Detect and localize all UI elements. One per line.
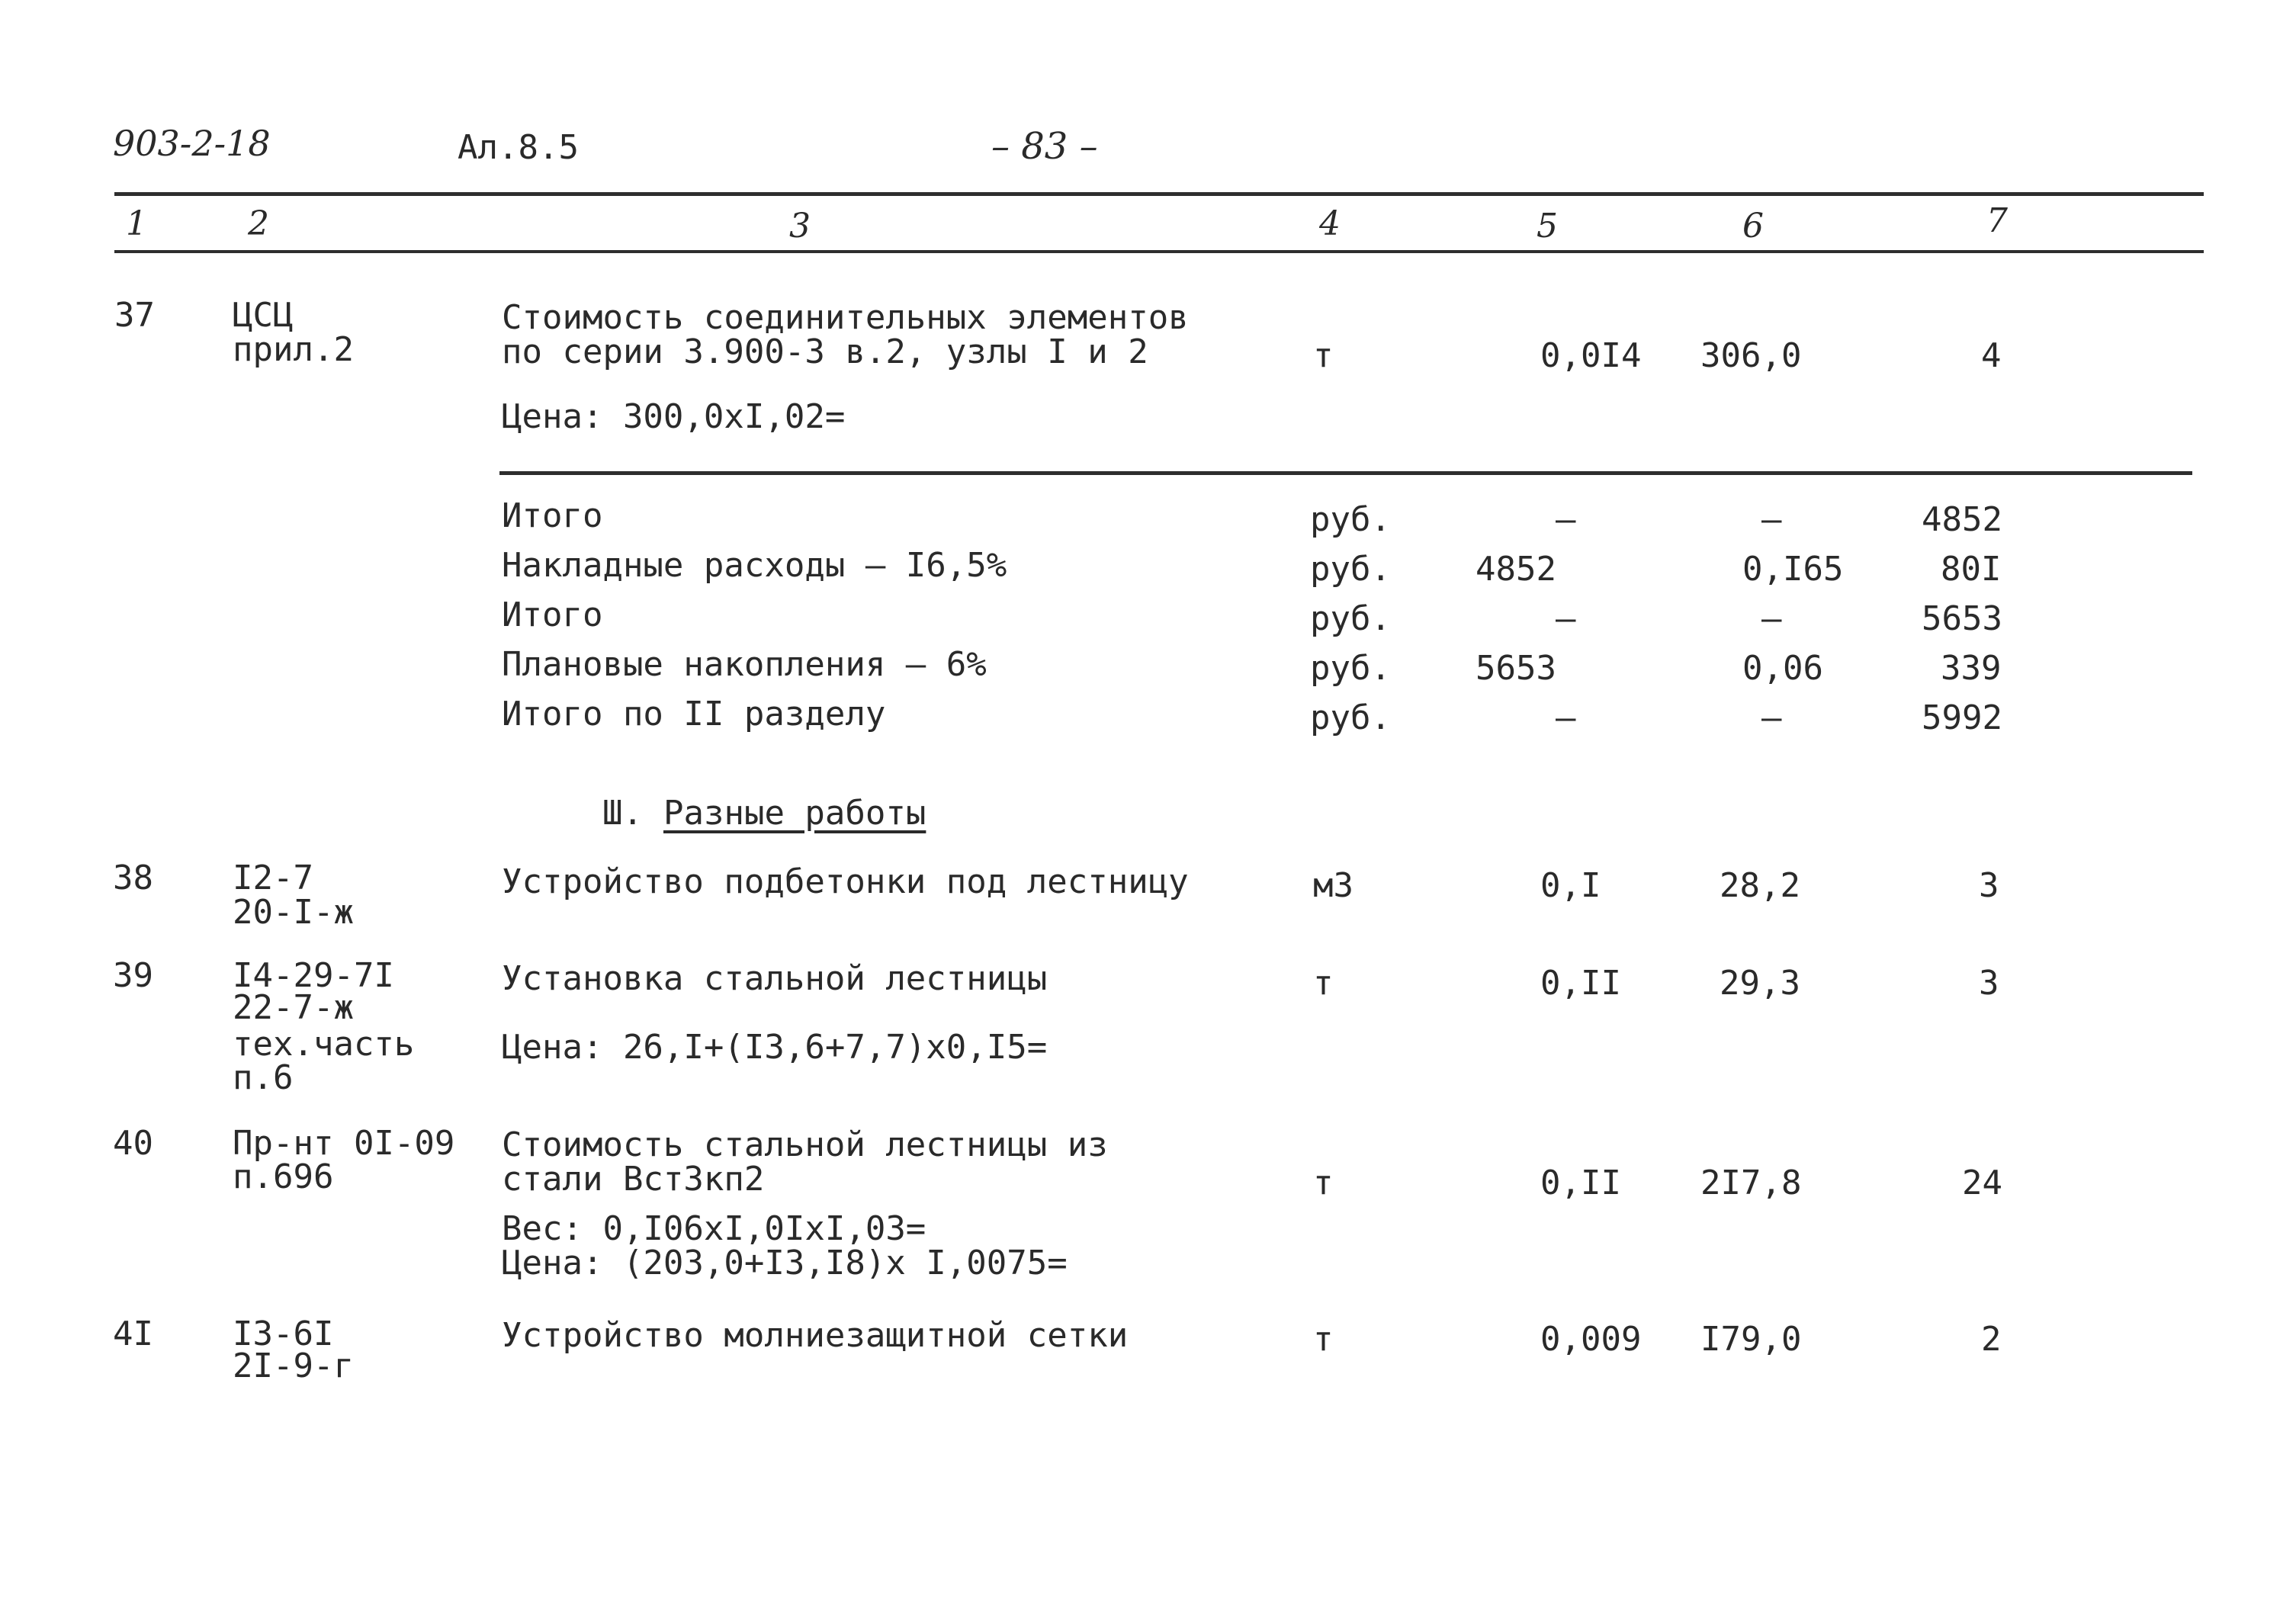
totals-label: Итого bbox=[502, 496, 603, 535]
row-38-desc: Устройство подбетонки под лестницу bbox=[502, 862, 1189, 901]
totals-c7: 80I bbox=[1941, 550, 2002, 589]
row-38-ref-2: 20-I-ж bbox=[233, 893, 354, 932]
row-41-desc: Устройство молниезащитной сетки bbox=[502, 1316, 1129, 1355]
totals-label: Накладные расходы – I6,5% bbox=[502, 546, 1007, 585]
row-39-unit: т bbox=[1313, 964, 1334, 1003]
row-40-price-note: Цена: (203,0+I3,I8)x I,0075= bbox=[502, 1244, 1068, 1282]
col-1: 1 bbox=[126, 204, 147, 243]
totals-c6: 0,I65 bbox=[1742, 550, 1844, 589]
row-39-ref-4: п.6 bbox=[233, 1058, 294, 1097]
row-37-price-note: Цена: 300,0xI,02= bbox=[502, 397, 846, 436]
row-39-qty: 0,II bbox=[1540, 964, 1621, 1003]
row-37-qty: 0,0I4 bbox=[1540, 336, 1642, 375]
totals-c5: – bbox=[1556, 698, 1576, 737]
row-39-ref-3: тех.часть bbox=[233, 1025, 415, 1064]
row-40-price: 2I7,8 bbox=[1700, 1164, 1802, 1202]
totals-label: Итого по II разделу bbox=[502, 695, 886, 733]
row-41-ref-1: I3-6I bbox=[233, 1314, 334, 1353]
row-37-ref-1: ЦСЦ bbox=[233, 296, 294, 335]
row-41-number: 4I bbox=[113, 1314, 153, 1353]
row-40-number: 40 bbox=[113, 1124, 153, 1163]
totals-label: Итого bbox=[502, 595, 603, 634]
row-39-desc: Установка стальной лестницы bbox=[502, 959, 1048, 998]
totals-unit: руб. bbox=[1310, 698, 1391, 737]
header-rule-top bbox=[114, 192, 2204, 196]
totals-c5: 5653 bbox=[1476, 649, 1556, 688]
totals-c6: – bbox=[1761, 599, 1782, 638]
row-39-price: 29,3 bbox=[1720, 964, 1800, 1003]
doc-code: 903-2-18 bbox=[113, 123, 271, 164]
row-39-number: 39 bbox=[113, 956, 153, 995]
row-40-unit: т bbox=[1313, 1164, 1334, 1202]
row-40-ref-2: п.696 bbox=[233, 1157, 334, 1196]
row-37-number: 37 bbox=[114, 296, 155, 335]
header-rule-bottom bbox=[114, 250, 2204, 253]
col-5: 5 bbox=[1537, 207, 1558, 246]
row-40-desc-2: стали ВстЗкп2 bbox=[502, 1160, 765, 1199]
totals-c7: 339 bbox=[1941, 649, 2002, 688]
col-6: 6 bbox=[1742, 207, 1764, 246]
row-39-total: 3 bbox=[1979, 964, 1999, 1003]
row-38-price: 28,2 bbox=[1720, 866, 1800, 905]
row-40-qty: 0,II bbox=[1540, 1164, 1621, 1202]
totals-rule bbox=[499, 471, 2192, 475]
section-title: Разные работы bbox=[663, 794, 926, 833]
row-39-price-note: Цена: 26,I+(I3,6+7,7)x0,I5= bbox=[502, 1028, 1048, 1067]
row-40-ref-1: Пр-нт 0I-09 bbox=[233, 1124, 455, 1163]
totals-unit: руб. bbox=[1310, 500, 1391, 539]
row-41-unit: т bbox=[1313, 1320, 1334, 1359]
row-38-ref-1: I2-7 bbox=[233, 859, 313, 897]
row-37-price: 306,0 bbox=[1700, 336, 1802, 375]
totals-label: Плановые накопления – 6% bbox=[502, 645, 987, 684]
album-ref: Ал.8.5 bbox=[458, 128, 579, 167]
row-38-number: 38 bbox=[113, 859, 153, 897]
col-4: 4 bbox=[1319, 204, 1341, 243]
col-3: 3 bbox=[789, 207, 811, 246]
row-40-total: 24 bbox=[1962, 1164, 2002, 1202]
row-37-total: 4 bbox=[1981, 336, 2002, 375]
totals-unit: руб. bbox=[1310, 649, 1391, 688]
row-41-qty: 0,009 bbox=[1540, 1320, 1642, 1359]
totals-c5: – bbox=[1556, 500, 1576, 539]
row-38-unit: м3 bbox=[1313, 866, 1354, 905]
row-39-ref-2: 22-7-ж bbox=[233, 988, 354, 1027]
row-40-desc-1: Стоимость стальной лестницы из bbox=[502, 1125, 1108, 1164]
totals-unit: руб. bbox=[1310, 550, 1391, 589]
row-37-desc-1: Стоимость соединительных элементов bbox=[502, 298, 1189, 337]
totals-c6: – bbox=[1761, 698, 1782, 737]
totals-unit: руб. bbox=[1310, 599, 1391, 638]
row-37-ref-2: прил.2 bbox=[233, 330, 354, 369]
totals-c6: – bbox=[1761, 500, 1782, 539]
row-37-desc-2: по серии 3.900-3 в.2, узлы I и 2 bbox=[502, 332, 1148, 371]
row-37-unit: т bbox=[1313, 336, 1334, 375]
row-41-ref-2: 2I-9-г bbox=[233, 1347, 354, 1385]
totals-c5: 4852 bbox=[1476, 550, 1556, 589]
totals-c7: 5653 bbox=[1922, 599, 2002, 638]
row-41-total: 2 bbox=[1981, 1320, 2002, 1359]
row-41-price: I79,0 bbox=[1700, 1320, 1802, 1359]
totals-c7: 5992 bbox=[1922, 698, 2002, 737]
row-38-qty: 0,I bbox=[1540, 866, 1601, 905]
totals-c7: 4852 bbox=[1922, 500, 2002, 539]
col-2: 2 bbox=[248, 204, 269, 243]
row-39-ref-1: I4-29-7I bbox=[233, 956, 394, 995]
section-number: Ш. bbox=[602, 794, 643, 833]
totals-c6: 0,06 bbox=[1742, 649, 1823, 688]
row-40-weight-note: Вес: 0,I06xI,0IxI,03= bbox=[502, 1209, 926, 1248]
row-38-total: 3 bbox=[1979, 866, 1999, 905]
page-number: – 83 – bbox=[991, 125, 1098, 168]
col-7: 7 bbox=[1986, 201, 2008, 240]
totals-c5: – bbox=[1556, 599, 1576, 638]
